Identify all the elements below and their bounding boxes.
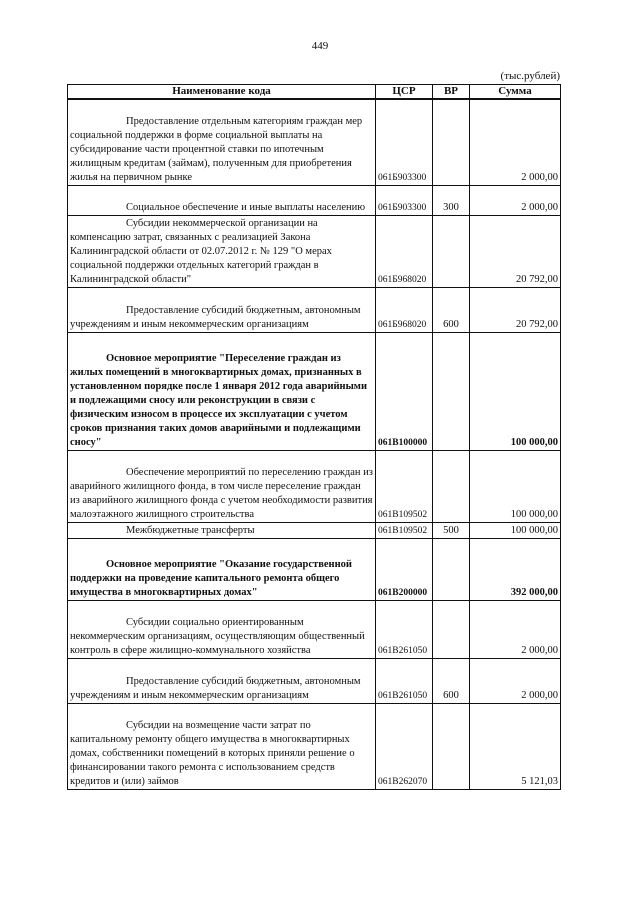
table-row <box>68 538 561 600</box>
row-csr: 061Б903300 <box>376 99 433 185</box>
row-name: Субсидии социально ориентированным некоммерческим организациям, осуществляющим общественный контроль в сфере жилищно-коммунального хозяйства <box>68 600 376 658</box>
table-row <box>68 522 561 538</box>
row-sum: 100 000,00 <box>470 332 561 450</box>
table-row <box>68 215 561 287</box>
row-sum: 392 000,00 <box>470 538 561 600</box>
row-name: Межбюджетные трансферты <box>68 522 376 538</box>
table-row <box>68 99 561 185</box>
row-sum: 2 000,00 <box>470 600 561 658</box>
row-name: Основное мероприятие "Оказание государственной поддержки на проведение капитального ремонта общего имущества в многоквартирных домах" <box>68 538 376 600</box>
row-sum: 2 000,00 <box>470 99 561 185</box>
row-vr <box>433 538 470 600</box>
row-csr: 061Б903300 <box>376 185 433 215</box>
row-csr: 061В200000 <box>376 538 433 600</box>
row-sum: 5 121,03 <box>470 703 561 789</box>
table-row <box>68 450 561 522</box>
table-row <box>68 658 561 703</box>
row-vr: 600 <box>433 658 470 703</box>
units-label: (тыс.рублей) <box>500 70 560 82</box>
row-vr <box>433 703 470 789</box>
row-csr: 061В109502 <box>376 450 433 522</box>
row-csr: 061Б968020 <box>376 215 433 287</box>
row-name: Предоставление субсидий бюджетным, автономным учреждениям и иным некоммерческим организациям <box>68 287 376 332</box>
row-csr: 061В109502 <box>376 522 433 538</box>
row-name: Предоставление субсидий бюджетным, автономным учреждениям и иным некоммерческим организациям <box>68 658 376 703</box>
table-row <box>68 600 561 658</box>
row-name: Субсидии на возмещение части затрат по капитальному ремонту общего имущества в многоквартирных домах, собственники помещений в которых приняли решение о финансировании такого ремонта с использованием средств кредитов и (или) займов <box>68 703 376 789</box>
table-header <box>68 85 561 100</box>
row-csr: 061В262070 <box>376 703 433 789</box>
row-name: Субсидии некоммерческой организации на компенсацию затрат, связанных с реализацией Закона Калининградской области от 02.07.2012 г. № 129 "О мерах социальной поддержки отдельных категорий граждан в Калининградской области" <box>68 215 376 287</box>
header-csr: ЦСР <box>376 85 433 100</box>
row-vr <box>433 332 470 450</box>
row-vr: 300 <box>433 185 470 215</box>
row-sum: 20 792,00 <box>470 287 561 332</box>
row-csr: 061В100000 <box>376 332 433 450</box>
row-vr: 600 <box>433 287 470 332</box>
header-row <box>68 85 561 100</box>
row-vr <box>433 600 470 658</box>
row-csr: 061Б968020 <box>376 287 433 332</box>
table-row <box>68 185 561 215</box>
table-row <box>68 332 561 450</box>
row-sum: 100 000,00 <box>470 522 561 538</box>
row-name: Обеспечение мероприятий по переселению граждан из аварийного жилищного фонда, в том числе переселение граждан из аварийного жилищного фонда с учетом необходимости развития малоэтажного жилищного строительства <box>68 450 376 522</box>
header-name: Наименование кода <box>68 85 376 100</box>
row-vr <box>433 99 470 185</box>
row-sum: 100 000,00 <box>470 450 561 522</box>
table-row <box>68 703 561 789</box>
row-sum: 2 000,00 <box>470 658 561 703</box>
row-sum: 2 000,00 <box>470 185 561 215</box>
header-vr: ВР <box>433 85 470 100</box>
row-csr: 061В261050 <box>376 600 433 658</box>
table-body <box>68 99 561 789</box>
row-vr <box>433 450 470 522</box>
row-name: Предоставление отдельным категориям граждан мер социальной поддержки в форме социальной выплаты на субсидирование части процентной ставки по ипотечным жилищным кредитам (займам), полученным для приобретения жилья на первичном рынке <box>68 99 376 185</box>
page-number: 449 <box>311 40 329 52</box>
row-sum: 20 792,00 <box>470 215 561 287</box>
row-csr: 061В261050 <box>376 658 433 703</box>
row-vr <box>433 215 470 287</box>
budget-table <box>67 84 561 790</box>
row-vr: 500 <box>433 522 470 538</box>
row-name: Социальное обеспечение и иные выплаты населению <box>68 185 376 215</box>
header-sum: Сумма <box>470 85 561 100</box>
table-row <box>68 287 561 332</box>
row-name: Основное мероприятие "Переселение граждан из жилых помещений в многоквартирных домах, признанных в установленном порядке после 1 января 2012 года аварийными и подлежащими сносу или реконструкции в связи с физическим износом в процессе их эксплуатации с учетом сроков признания таких домов аварийными и подлежащими сносу" <box>68 332 376 450</box>
